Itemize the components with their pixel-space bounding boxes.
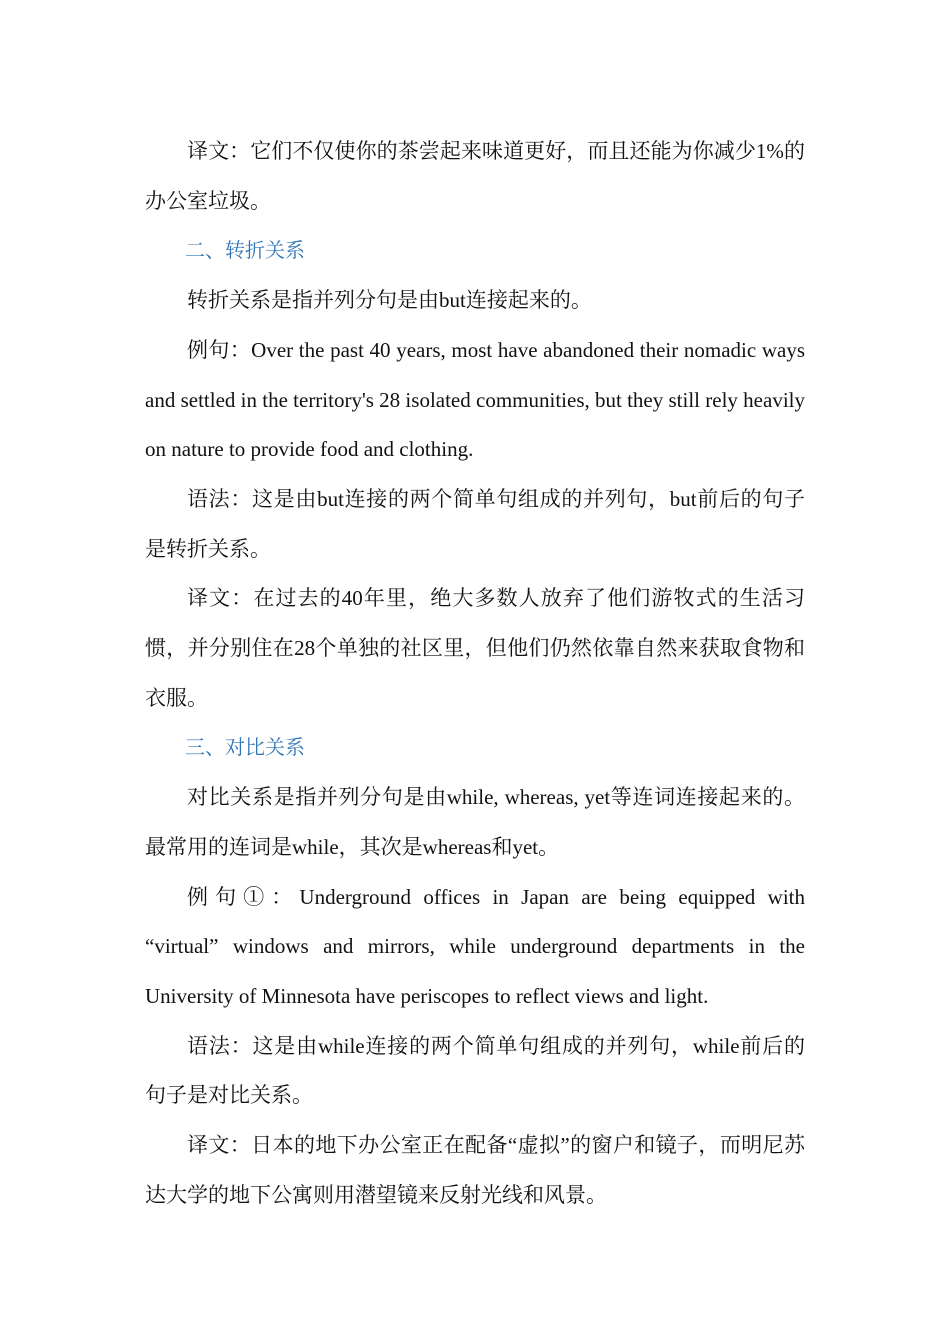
section-heading-contrast: 二、转折关系 bbox=[185, 238, 305, 263]
contrast-definition-paragraph: 转折关系是指并列分句是由but连接起来的。 bbox=[187, 288, 592, 313]
comparison-definition-paragraph: 对比关系是指并列分句是由while, whereas, yet等连词连接起来的。最常用的连词是while，其次是whereas和yet。 bbox=[145, 785, 805, 859]
grammar-paragraph-2: 语法：这是由while连接的两个简单句组成的并列句，while前后的句子是对比关系。 bbox=[145, 1033, 805, 1108]
section-heading-comparison: 三、对比关系 bbox=[185, 735, 305, 760]
example-paragraph-2: 例句①：Underground offices in Japan are being equipped with “virtual” windows and mirrors, while underground departments in the University of Minnesota have periscopes to reflect views and light. bbox=[145, 884, 805, 1008]
example-paragraph-1: 例句：Over the past 40 years, most have abandoned their nomadic ways and settled in the territory's 28 isolated communities, but they still rely heavily on nature to provide food and clothing. bbox=[145, 337, 805, 462]
translation-paragraph-1: 译文：它们不仅使你的茶尝起来味道更好，而且还能为你减少1%的办公室垃圾。 bbox=[145, 139, 805, 213]
translation-paragraph-2: 译文：在过去的40年里，绝大多数人放弃了他们游牧式的生活习惯，并分别住在28个单独的社区里，但他们仍然依靠自然来获取食物和衣服。 bbox=[145, 586, 805, 710]
grammar-paragraph-1: 语法：这是由but连接的两个简单句组成的并列句，but前后的句子是转折关系。 bbox=[145, 486, 805, 561]
document-body bbox=[145, 127, 805, 1220]
translation-paragraph-3: 译文：日本的地下办公室正在配备“虚拟”的窗户和镜子，而明尼苏达大学的地下公寓则用潜望镜来反射光线和风景。 bbox=[145, 1133, 805, 1207]
